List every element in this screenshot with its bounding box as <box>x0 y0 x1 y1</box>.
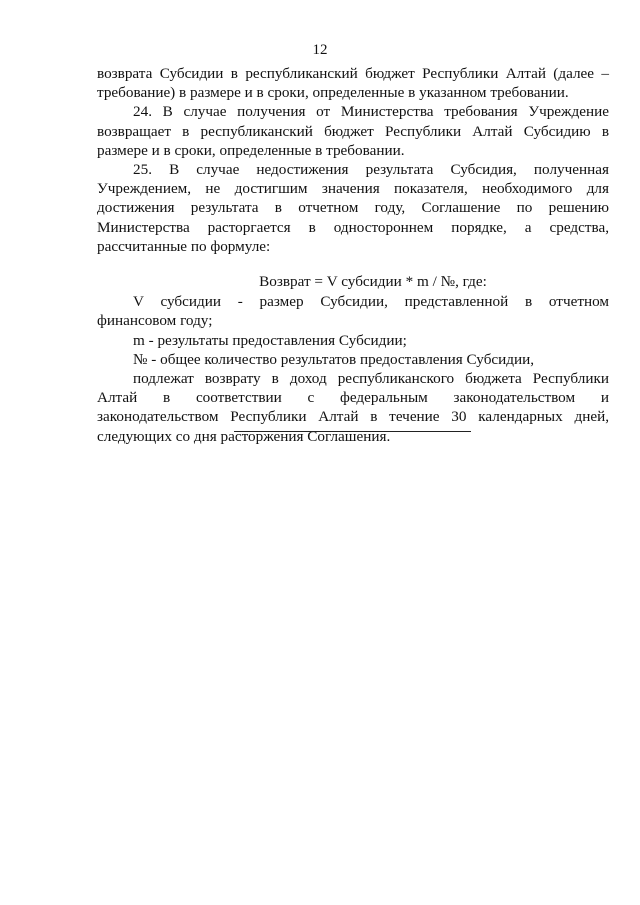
text-line: Алтай в соответствии с федеральным законодательством и <box>97 389 609 407</box>
text-line: рассчитанные по формуле: <box>97 237 271 255</box>
text-line: достижения результата в отчетном году, Соглашение по решению <box>97 199 609 217</box>
text-line: Учреждением, не достигшим значения показателя, необходимого для <box>97 180 609 198</box>
end-divider-line <box>234 431 471 432</box>
formula: Возврат = V субсидии * m / №, где: <box>259 273 487 291</box>
text-line: требование) в размере и в сроки, определенные в указанном требовании. <box>97 84 569 102</box>
text-line: законодательством Республики Алтай в течение 30 календарных дней, <box>97 408 609 426</box>
paragraph-24 <box>97 102 609 160</box>
text-line: m - результаты предоставления Субсидии; <box>133 331 407 349</box>
text-line: Министерства расторгается в одностороннем порядке, а средства, <box>97 218 609 236</box>
definition-n <box>97 350 609 369</box>
text-line: V субсидии - размер Субсидии, представленной в отчетном <box>133 293 609 311</box>
paragraph-25 <box>97 160 609 256</box>
text-line: 25. В случае недостижения результата Субсидия, полученная <box>133 161 609 179</box>
page-number: 12 <box>312 42 328 58</box>
document-body <box>97 64 609 446</box>
text-line: размере и в сроки, определенные в требовании. <box>97 141 405 159</box>
text-line: подлежат возврату в доход республиканского бюджета Республики <box>133 370 609 388</box>
text-line: № - общее количество результатов предоставления Субсидии, <box>133 350 535 368</box>
paragraph-continuation <box>97 64 609 102</box>
text-line: возвращает в республиканский бюджет Республики Алтай Субсидию в <box>97 122 609 140</box>
definition-v <box>97 292 609 330</box>
text-line: 24. В случае получения от Министерства требования Учреждение <box>133 103 609 121</box>
text-line: следующих со дня расторжения Соглашения. <box>97 427 391 445</box>
text-line: возврата Субсидии в республиканский бюджет Республики Алтай (далее – <box>97 65 609 82</box>
definition-m <box>97 331 609 350</box>
text-line: финансовом году; <box>97 312 213 330</box>
closing-paragraph <box>97 369 609 446</box>
